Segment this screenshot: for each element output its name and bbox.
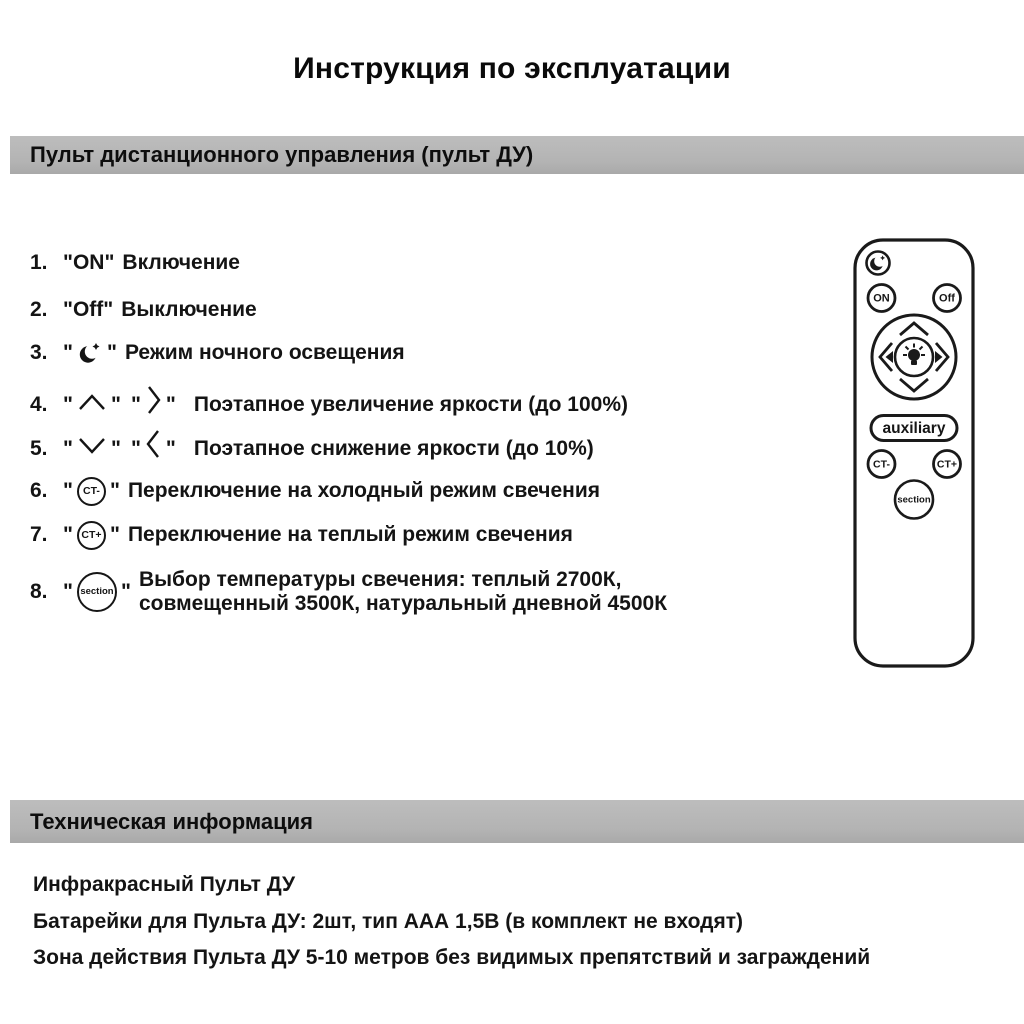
section-header-tech xyxy=(10,800,1024,843)
quote-mark: " xyxy=(165,436,176,460)
item-number: 7. xyxy=(30,523,48,546)
item-text: Выключение xyxy=(121,298,257,321)
section-badge-icon: section xyxy=(77,572,117,612)
item-number: 6. xyxy=(30,479,48,502)
list-item-6 xyxy=(30,476,600,506)
list-item-8 xyxy=(30,568,759,616)
section-header-remote xyxy=(10,136,1024,174)
tech-info-line: Батарейки для Пульта ДУ: 2шт, тип ААА 1,5В (в комплект не входят) xyxy=(33,910,744,933)
chevron-down-icon xyxy=(77,434,107,464)
svg-text:auxiliary: auxiliary xyxy=(882,420,946,437)
quote-mark: " xyxy=(109,479,120,502)
svg-text:Off: Off xyxy=(939,292,955,305)
quote-mark: " xyxy=(106,341,117,364)
list-item-7 xyxy=(30,520,573,550)
item-text: Переключение на теплый режим свечения xyxy=(127,523,573,546)
quote-mark: " xyxy=(63,479,73,502)
item-text: Поэтапное увеличение яркости (до 100%) xyxy=(193,392,628,416)
ct-minus-badge-icon: CT- xyxy=(77,477,106,506)
angle-left-icon xyxy=(145,429,162,468)
tech-info-line: Инфракрасный Пульт ДУ xyxy=(33,873,296,896)
quote-mark: " xyxy=(130,436,141,460)
button-label-on: "ON" xyxy=(63,251,115,274)
list-item-1 xyxy=(30,248,240,278)
quote-mark: " xyxy=(63,523,73,546)
ct-plus-badge-icon: CT+ xyxy=(77,521,106,550)
quote-mark: " xyxy=(63,392,73,416)
item-number: 4. xyxy=(30,392,48,416)
list-item-4 xyxy=(30,385,628,424)
item-text: Включение xyxy=(122,251,240,274)
chevron-up-icon xyxy=(77,390,107,420)
quote-mark: " xyxy=(109,523,120,546)
svg-text:CT-: CT- xyxy=(873,458,890,471)
item-number: 1. xyxy=(30,251,48,274)
quote-mark: " xyxy=(120,580,131,603)
item-text: Переключение на холодный режим свечения xyxy=(127,479,600,502)
list-item-3 xyxy=(30,338,405,368)
quote-mark: " xyxy=(63,436,73,460)
svg-text:CT+: CT+ xyxy=(936,458,958,471)
quote-mark: " xyxy=(110,436,121,460)
page-title: Инструкция по эксплуатации xyxy=(293,52,731,85)
remote-auxiliary-button xyxy=(871,416,957,441)
remote-control-illustration xyxy=(853,238,975,668)
section-header-tech-label: Техническая информация xyxy=(30,808,313,834)
quote-mark: " xyxy=(63,341,73,364)
svg-text:section: section xyxy=(897,494,931,506)
item-number: 3. xyxy=(30,341,48,364)
angle-right-icon xyxy=(145,385,162,424)
button-label-off: "Off" xyxy=(63,298,114,321)
item-number: 5. xyxy=(30,436,48,460)
section-header-remote-label: Пульт дистанционного управления (пульт ДУ) xyxy=(30,142,534,167)
item-number: 8. xyxy=(30,580,48,603)
item-text: Режим ночного освещения xyxy=(124,341,405,364)
list-item-5 xyxy=(30,429,594,468)
quote-mark: " xyxy=(110,392,121,416)
item-text: Поэтапное снижение яркости (до 10%) xyxy=(193,436,594,460)
item-text-line2: совмещенный 3500К, натуральный дневной 4500К xyxy=(138,592,668,615)
quote-mark: " xyxy=(130,392,141,416)
moon-icon xyxy=(77,340,103,366)
tech-info-line: Зона действия Пульта ДУ 5-10 метров без видимых препятствий и заграждений xyxy=(33,946,871,969)
quote-mark: " xyxy=(63,580,73,603)
item-text xyxy=(139,568,759,616)
item-number: 2. xyxy=(30,298,48,321)
quote-mark: " xyxy=(165,392,176,416)
list-item-2 xyxy=(30,295,257,325)
svg-text:ON: ON xyxy=(873,292,890,305)
item-text-line1: Выбор температуры свечения: теплый 2700К, xyxy=(138,568,622,591)
